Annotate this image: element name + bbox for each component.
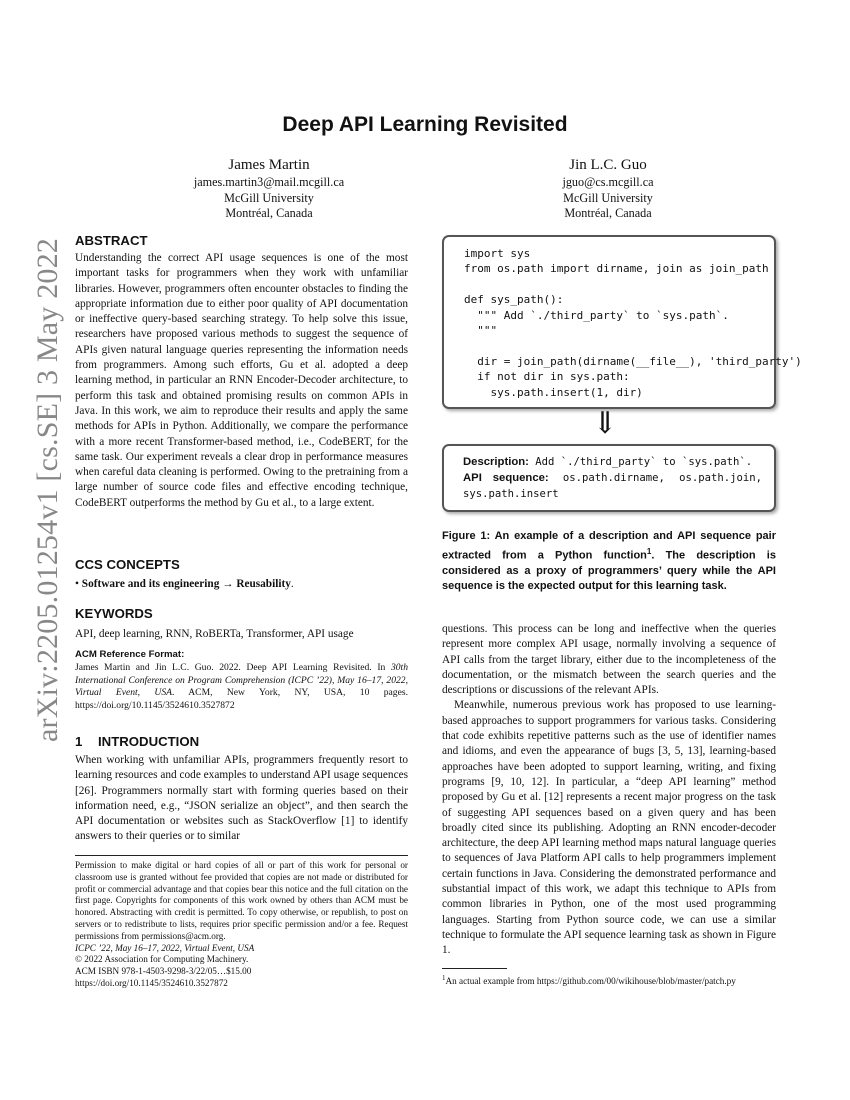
intro-paragraph-1: When working with unfamiliar APIs, programmers frequently resort to learning resources and code examples to understand API usage sequences [26]. Programmers normally start with forming queries based on their information need, e.g., “JSON serialize an object”, and then search the API documentation or websites such as StackOverflow [1] to identify answers to their queries or to similar: [75, 754, 408, 843]
section-number: 1: [75, 734, 83, 749]
arxiv-stamp: [18, 237, 78, 743]
code-snippet: import sys from os.path import dirname, join as join_path def sys_path(): """ Add `./third_party` to `sys.path`. """ dir = join_path(dirname(__file__), 'third_party') if not dir in sys.path: sys.path.insert(1, dir): [464, 247, 802, 399]
description-api-box: [442, 444, 776, 512]
keywords-heading: KEYWORDS: [75, 606, 153, 621]
reference-venue: 30th International Conference on Program Comprehension (ICPC ’22), May 16–17, 2022, Virtual Event, USA: [75, 662, 408, 699]
down-arrow-icon: ⇓: [592, 407, 618, 440]
intro-continued: [442, 622, 776, 959]
permission-block: [75, 860, 408, 990]
ccs-heading: CCS CONCEPTS: [75, 557, 180, 572]
description-value: Add `./third_party` to `sys.path`.: [528, 456, 753, 468]
author-location: Montréal, Canada: [564, 206, 652, 220]
arxiv-id: arXiv:2205.01254v1 [cs.SE] 3 May 2022: [31, 237, 64, 743]
intro-paragraph-1-cont: questions. This process can be long and ineffective when the queries represent more complex API usage, normally involving a sequence of API calls from the target library, either due to the incompleteness of the documentation, or the mismatch between the search queries and the descriptions or discussions of the relevant APIs.: [442, 623, 776, 697]
keywords-text: API, deep learning, RNN, RoBERTa, Transformer, API usage: [75, 628, 354, 640]
author-affiliation: McGill University: [224, 190, 314, 205]
code-example-box: [442, 235, 802, 409]
conference-line: ICPC ’22, May 16–17, 2022, Virtual Event, USA: [75, 942, 255, 953]
abstract-text: Understanding the correct API usage sequences is one of the most important tasks for programmers when they work with unfamiliar libraries. However, programmers often encounter obstacles to finding the appropriate information due to either poor quality of API documentation or ineffective query-based searching strategy. To help solve this issue, researchers have proposed various methods to suggest the sequence of APIs given natural language queries representing the information needs from programmers. Among such efforts, Gu et al. adopted a deep learning method, in particular an RNN Encoder-Decoder architecture, to perform this task and obtained promising results on common APIs in Java. In this work, we aim to reproduce their results and apply the same methods for APIs in Python. Additionally, we compare the performance with a more recent Transformer-based method, i.e., CodeBERT, for the same task. Our experiment reveals a clear drop in performance measures when careful data cleaning is performed. Owing to the pretraining from a large number of source code files and effective encoding technique, CodeBERT outperforms the method by Gu et al., to a large extent.: [75, 252, 408, 509]
author-affiliation: McGill University: [563, 190, 653, 205]
copyright-line: © 2022 Association for Computing Machinery.: [75, 954, 249, 965]
footnote-mark: 1: [442, 974, 446, 982]
author-name: Jin L.C. Guo: [569, 157, 647, 173]
abstract-heading: ABSTRACT: [75, 233, 148, 248]
introduction-section: [75, 734, 408, 845]
permission-divider: [75, 855, 408, 856]
paper-title: Deep API Learning Revisited: [282, 113, 568, 136]
reference-format-heading: ACM Reference Format:: [75, 649, 185, 660]
api-sequence-value: os.path.dirname, os.path.join, sys.path.insert: [463, 472, 762, 500]
permission-text: Permission to make digital or hard copies of all or part of this work for personal or classroom use is granted without fee provided that copies are not made or distributed for profit or commercial advantage and that copies bear this notice and the full citation on the first page. Copyrights for components of this work owned by others than ACM must be honored. Abstracting with credit is permitted. To copy otherwise, or republish, to post on servers or to redistribute to lists, requires prior specific permission and/or a fee. Request permissions from permissions@acm.org.: [75, 860, 408, 941]
author-email: james.martin3@mail.mcgill.ca: [193, 175, 345, 189]
intro-paragraph-2: Meanwhile, numerous previous work has proposed to use learning-based approaches to support programmers for various tasks. Considering that code exhibits repetitive patterns such as the use of identifier names and idioms, and even the appearance of bugs [3, 5, 13], learning-based approaches have been adopted to support learning, writing, and fixing programs [9, 10, 12]. In particular, a “deep API learning” method proposed by Gu et al. [12] represents a recent major progress on the task of suggesting API sequences based on a given query and has been broadly cited since its publishing. Adopting an RNN encoder-decoder architecture, the deep API learning method maps natural language queries to sequences of Java Platform API calls to help programmers implement certain functions in Java. Considering the demonstrated performance and substantial impact of this work, we adapt this technique to APIs from common libraries in Python, one of the most used programming languages. Starting from Python source code, we can use a similar technique to formulate the API sequence learning task as shown in Figure 1.: [442, 699, 776, 957]
footnote-divider: [442, 968, 507, 969]
author-name: James Martin: [228, 157, 310, 173]
ccs-section: [75, 557, 408, 592]
reference-text: James Martin and Jin L.C. Guo. 2022. Deep API Learning Revisited. In 30th International Conference on Program Comprehension (ICPC ’22), May 16–17, 2022, Virtual Event, USA. ACM, New York, NY, USA, 10 pages. https://doi.org/10.1145/3524610.3527872: [75, 662, 408, 711]
author-email: jguo@cs.mcgill.ca: [562, 175, 654, 189]
ccs-concept: Software and its engineering: [81, 578, 220, 590]
abstract-section: [75, 233, 408, 511]
author-block-2: [478, 156, 738, 222]
ccs-arrow: →: [222, 578, 234, 590]
reference-format: [75, 649, 408, 712]
api-sequence-label: API sequence:: [463, 472, 549, 484]
author-location: Montréal, Canada: [225, 206, 313, 220]
description-api-text: [444, 446, 774, 502]
section-title: INTRODUCTION: [98, 734, 200, 749]
introduction-heading: [75, 734, 408, 749]
figure-caption: Figure 1: An example of a description and API sequence pair extracted from a Python function$^1$. The description is considered as a proxy of programmers’ query while the API sequence is the expected output for this learning task.: [442, 530, 776, 593]
author-block-1: [139, 156, 399, 222]
footnote: [442, 973, 776, 988]
ccs-text: • Software and its engineering → Reusability.: [75, 578, 294, 590]
footnote-text: An actual example from https://github.com/00/wikihouse/blob/master/patch.py: [445, 976, 736, 987]
keywords-section: [75, 606, 408, 642]
ccs-bullet: •: [75, 578, 79, 590]
isbn-line: ACM ISBN 978-1-4503-9298-3/22/05…$15.00: [75, 966, 252, 977]
description-label: Description:: [463, 456, 529, 468]
doi-line: https://doi.org/10.1145/3524610.3527872: [75, 977, 228, 988]
ccs-subconcept: Reusability: [236, 578, 291, 590]
